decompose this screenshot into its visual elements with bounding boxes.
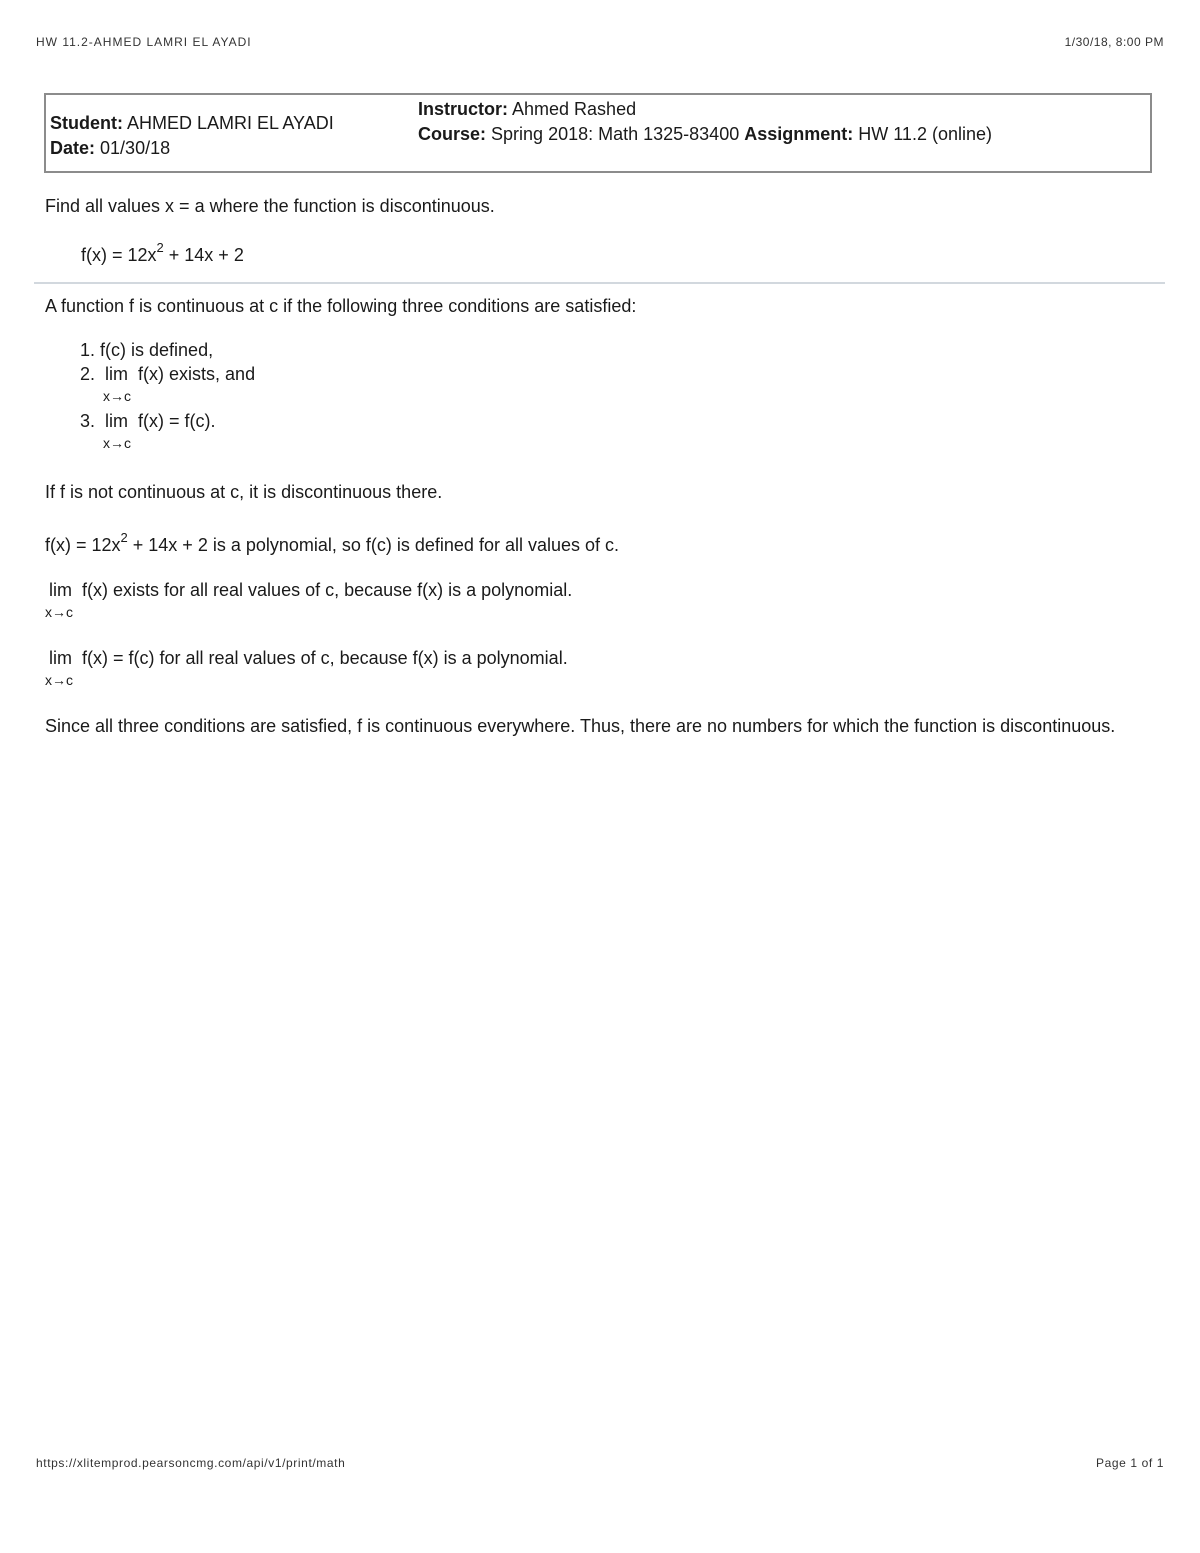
date-label: Date:	[50, 138, 96, 158]
assignment-value: HW 11.2 (online)	[858, 124, 992, 144]
condition-text: f(c) is defined,	[100, 340, 214, 360]
conditions-list	[80, 340, 255, 458]
polynomial-suffix: + 14x + 2 is a polynomial, so f(c) is defined for all values of c.	[127, 535, 620, 555]
polynomial-exponent: 2	[120, 530, 128, 545]
student-label: Student:	[50, 113, 123, 133]
instructor-row	[418, 97, 1018, 122]
limit-subscript: x→c	[45, 604, 73, 620]
course-row	[418, 122, 1018, 147]
limit-subscript: x→c	[45, 672, 73, 688]
condition-text: f(x) = f(c).	[138, 411, 216, 431]
condition-text: f(x) exists, and	[138, 364, 256, 384]
assignment-label: Assignment:	[744, 124, 854, 144]
limit-exists-statement	[45, 580, 573, 620]
section-divider	[34, 282, 1165, 284]
limit-statement-text: f(x) = f(c) for all real values of c, because f(x) is a polynomial.	[82, 648, 568, 668]
polynomial-statement	[45, 530, 1160, 556]
print-timestamp: 1/30/18, 8:00 PM	[1064, 35, 1164, 49]
polynomial-prefix: f(x) = 12x	[45, 535, 121, 555]
course-label: Course:	[418, 124, 487, 144]
condition-number: 3.	[80, 411, 96, 431]
function-prefix: f(x) = 12x	[81, 245, 157, 265]
question-prompt: Find all values x = a where the function is discontinuous.	[45, 196, 495, 216]
discontinuity-definition: If f is not continuous at c, it is discontinuous there.	[45, 482, 443, 502]
question-function	[81, 240, 1160, 266]
assignment-info-box	[44, 93, 1152, 173]
student-row	[50, 111, 334, 136]
instructor-name: Ahmed Rashed	[512, 99, 637, 119]
date-row	[50, 136, 334, 161]
limit-operator: lim	[49, 648, 72, 668]
condition-item	[80, 340, 255, 364]
limit-statement-text: f(x) exists for all real values of c, because f(x) is a polynomial.	[82, 580, 573, 600]
condition-number: 2.	[80, 364, 96, 384]
date-value: 01/30/18	[100, 138, 171, 158]
print-header	[36, 35, 1164, 51]
condition-number: 1.	[80, 340, 96, 360]
limit-subscript: x→c	[103, 388, 131, 404]
course-info	[418, 97, 1018, 147]
condition-item	[80, 364, 255, 411]
limit-operator: lim	[49, 580, 72, 600]
student-info	[50, 111, 334, 161]
solution-conclusion: Since all three conditions are satisfied, f is continuous everywhere. Thus, there are no numbers for which the function is discontinuous.	[45, 716, 1116, 736]
document-title: HW 11.2-AHMED LAMRI EL AYADI	[36, 35, 252, 49]
limit-operator: lim	[105, 411, 129, 431]
condition-item	[80, 411, 255, 458]
instructor-label: Instructor:	[418, 99, 508, 119]
function-exponent: 2	[156, 240, 164, 255]
limit-subscript: x→c	[103, 435, 131, 451]
function-suffix: + 14x + 2	[163, 245, 244, 265]
page-number: Page 1 of 1	[1096, 1456, 1164, 1470]
course-value: Spring 2018: Math 1325-83400	[491, 124, 740, 144]
limit-equals-statement	[45, 648, 568, 688]
student-name: AHMED LAMRI EL AYADI	[127, 113, 334, 133]
source-url: https://xlitemprod.pearsoncmg.com/api/v1/print/math	[36, 1456, 346, 1470]
limit-operator: lim	[105, 364, 129, 384]
solution-intro: A function f is continuous at c if the following three conditions are satisfied:	[45, 296, 637, 316]
